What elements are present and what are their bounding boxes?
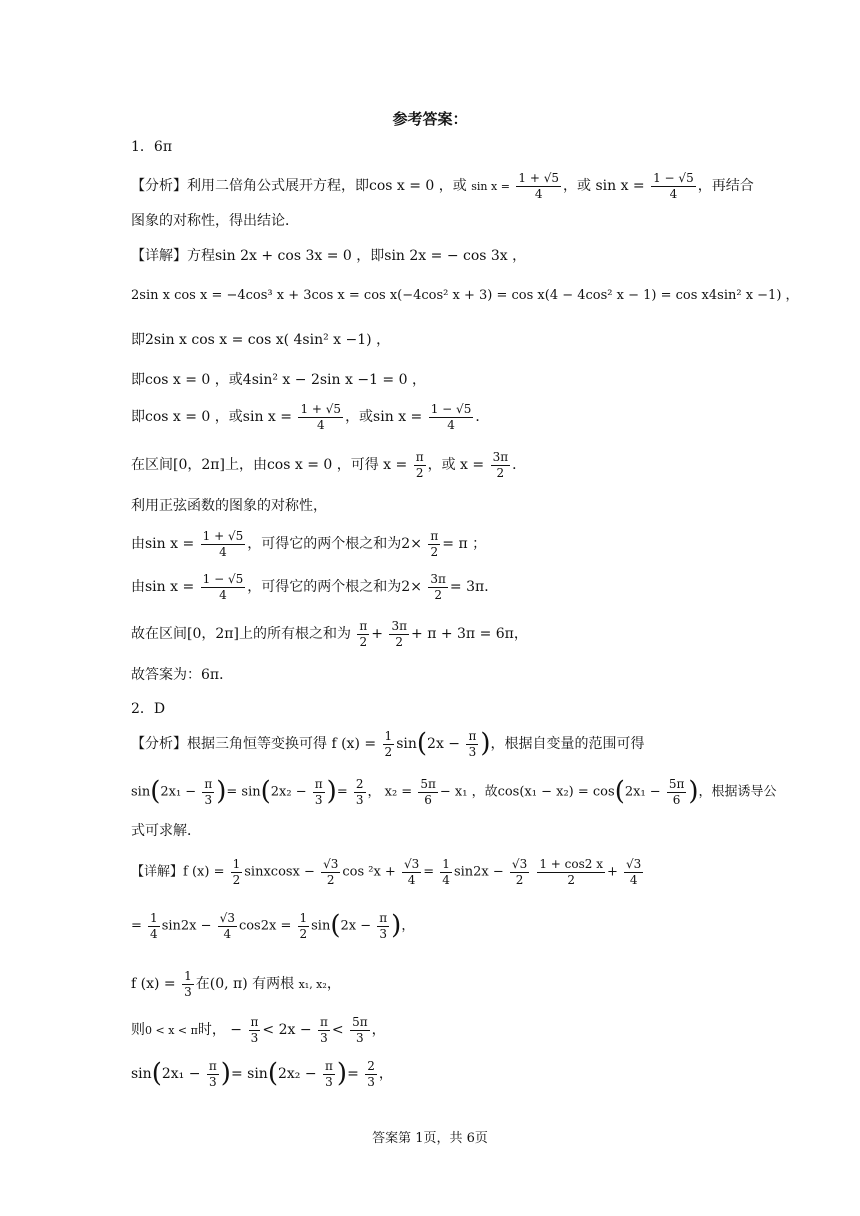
q1-equation-2: 2sin x cos x = −4cos³ x + 3cos x = cos x(−4cos² x + 3) = cos x(4 − 4cos² x − 1) = cos x4sin² x −1) ， <box>131 288 799 303</box>
fraction: $\frac{5\pi}{3}$ <box>352 1015 368 1045</box>
fraction: $\frac{1}{2}$ <box>299 911 308 941</box>
fraction: $\frac{1}{4}$ <box>150 911 158 941</box>
analysis-label: 【分析】 <box>131 178 187 195</box>
fraction: $\frac{√3}{4}$ <box>403 857 420 887</box>
page-footer: 答案第 1页，共 6页 <box>372 1131 488 1146</box>
q1-analysis-line1: 【分析】利用二倍角公式展开方程，即cos x = 0 ，或 sin x = $\frac{1 + √5}{4}$ ，或 sin x = $\frac{1 - √5}{4}$ ，再结合 <box>131 171 754 201</box>
fraction: $\frac{1}{3}$ <box>184 969 192 999</box>
q1-equation-4: 即cos x = 0 ，或4sin² x − 2sin x −1 = 0 ， <box>131 372 426 388</box>
q1-equation-8: 由sin x = $\frac{1 + √5}{4}$ ，可得它的两个根之和为2× $\frac{\pi}{2}$ = π ； <box>131 529 487 559</box>
fraction: $\frac{3\pi}{2}$ <box>430 572 446 602</box>
q1-equation-5: 即cos x = 0 ，或sin x = $\frac{1 + √5}{4}$ ，或sin x = $\frac{1 - √5}{4}$ ． <box>131 402 490 432</box>
fraction: $\frac{\pi}{2}$ <box>359 619 368 649</box>
fraction: $\frac{\pi}{3}$ <box>320 1015 328 1045</box>
q1-heading: 1．6π <box>131 139 173 155</box>
fraction: $\frac{1 - √5}{4}$ <box>653 171 694 201</box>
fraction: $\frac{√3}{2}$ <box>323 857 339 887</box>
q2-detail-line2: = $\frac{1}{4}$ sin2x − $\frac{√3}{4}$ cos2x = $\frac{1}{2}$ sin(2x − $\frac{\pi}{3}$ )， <box>131 910 415 941</box>
fraction: $\frac{1 + √5}{4}$ <box>300 402 342 432</box>
q2-detail-line4: 则0 < x < π时， − $\frac{\pi}{3}$ < 2x − $\frac{\pi}{3}$ < $\frac{5\pi}{3}$ ， <box>131 1015 386 1045</box>
fraction: $\frac{\pi}{2}$ <box>430 529 439 559</box>
fraction: $\frac{1}{2}$ <box>384 729 393 759</box>
fraction: $\frac{5\pi}{6}$ <box>668 777 685 807</box>
fraction: $\frac{\pi}{3}$ <box>250 1015 259 1045</box>
fraction: $\frac{\pi}{3}$ <box>468 729 477 759</box>
analysis-label: 【分析】 <box>131 736 187 753</box>
fraction: $\frac{\pi}{3}$ <box>208 1059 217 1089</box>
fraction: $\frac{1}{4}$ <box>442 857 450 887</box>
fraction: $\frac{5\pi}{6}$ <box>420 777 436 807</box>
q1-equation-7: 利用正弦函数的图象的对称性， <box>131 498 327 514</box>
detail-label: 【详解】 <box>131 864 184 880</box>
detail-label: 【详解】 <box>131 248 187 264</box>
fraction: $\frac{\pi}{3}$ <box>314 777 323 807</box>
q1-equation-9: 由sin x = $\frac{1 - √5}{4}$ ，可得它的两个根之和为2× $\frac{3\pi}{2}$ = 3π． <box>131 572 499 602</box>
fraction: $\frac{√3}{4}$ <box>219 911 235 941</box>
q1-answer: 故答案为：6π． <box>131 667 234 683</box>
q2-detail-line5: sin(2x₁ − $\frac{\pi}{3}$ )= sin(2x₂ − $\frac{\pi}{3}$ )= $\frac{2}{3}$ ， <box>131 1058 393 1089</box>
q2-detail-line3: f (x) = $\frac{1}{3}$ 在(0, π) 有两根 x₁, x₂， <box>131 969 341 999</box>
fraction: $\frac{\pi}{3}$ <box>325 1059 333 1089</box>
fraction: $\frac{3\pi}{2}$ <box>492 450 509 480</box>
fraction: $\frac{1 - √5}{4}$ <box>430 402 472 432</box>
fraction: $\frac{1 - √5}{4}$ <box>202 572 244 602</box>
q1-detail-line1: 【详解】方程sin 2x + cos 3x = 0 ，即sin 2x = − cos 3x ， <box>131 248 527 264</box>
fraction: $\frac{1 + √5}{4}$ <box>202 529 244 559</box>
q1-equation-10: 故在区间[0，2π]上的所有根之和为 $\frac{\pi}{2}$ + $\frac{3\pi}{2}$ + π + 3π = 6π， <box>131 619 528 649</box>
q1-equation-6: 在区间[0，2π]上，由cos x = 0 ，可得 x = $\frac{\pi}{2}$ ，或 x = $\frac{3\pi}{2}$ ． <box>131 450 527 480</box>
q2-heading: 2．D <box>131 701 166 717</box>
q1-analysis-line2: 图象的对称性，得出结论． <box>131 213 299 229</box>
fraction: $\frac{2}{3}$ <box>367 1059 375 1089</box>
q1-equation-3: 即2sin x cos x = cos x( 4sin² x −1) ， <box>131 332 391 348</box>
fraction: $\frac{\pi}{3}$ <box>204 777 213 807</box>
fraction: $\frac{2}{3}$ <box>355 777 364 807</box>
fraction: $\frac{√3}{2}$ <box>511 857 528 887</box>
fraction: $\frac{√3}{4}$ <box>626 857 642 887</box>
fraction: $\frac{1}{2}$ <box>232 857 241 887</box>
page-title: 参考答案： <box>392 110 468 128</box>
q2-analysis-line1: 【分析】根据三角恒等变换可得 f (x) = $\frac{1}{2}$ sin(2x − $\frac{\pi}{3}$ )，根据自变量的范围可得 <box>131 728 645 759</box>
fraction: $\frac{3\pi}{2}$ <box>391 619 408 649</box>
fraction: $\frac{1 + √5}{4}$ <box>518 171 559 201</box>
fraction: $\frac{\pi}{2}$ <box>415 450 424 480</box>
fraction: $\frac{\pi}{3}$ <box>379 911 388 941</box>
q2-detail-line1: 【详解】f (x) = $\frac{1}{2}$ sinxcosx − $\frac{√3}{2}$ cos ²x + $\frac{√3}{4}$ = $\frac{1}{4}$ sin2x − $\frac{√3}{2}$ $\frac{1 + \cos 2 x}{2}$ + $\frac{√3}{4}$ <box>131 857 642 887</box>
q2-analysis-line2: sin(2x₁ − $\frac{\pi}{3}$ )= sin(2x₂ − $\frac{\pi}{3}$ )= $\frac{2}{3}$ ， x₂ = $\frac{5\pi}{6}$ − x₁ ，故cos(x₁ − x₂) = cos(2x₁ − $\frac{5\pi}{6}$ )，根据诱导公 <box>131 776 777 807</box>
q2-analysis-line3: 式可求解． <box>131 823 201 839</box>
fraction: $\frac{1 + \cos 2 x}{2}$ <box>539 857 603 887</box>
